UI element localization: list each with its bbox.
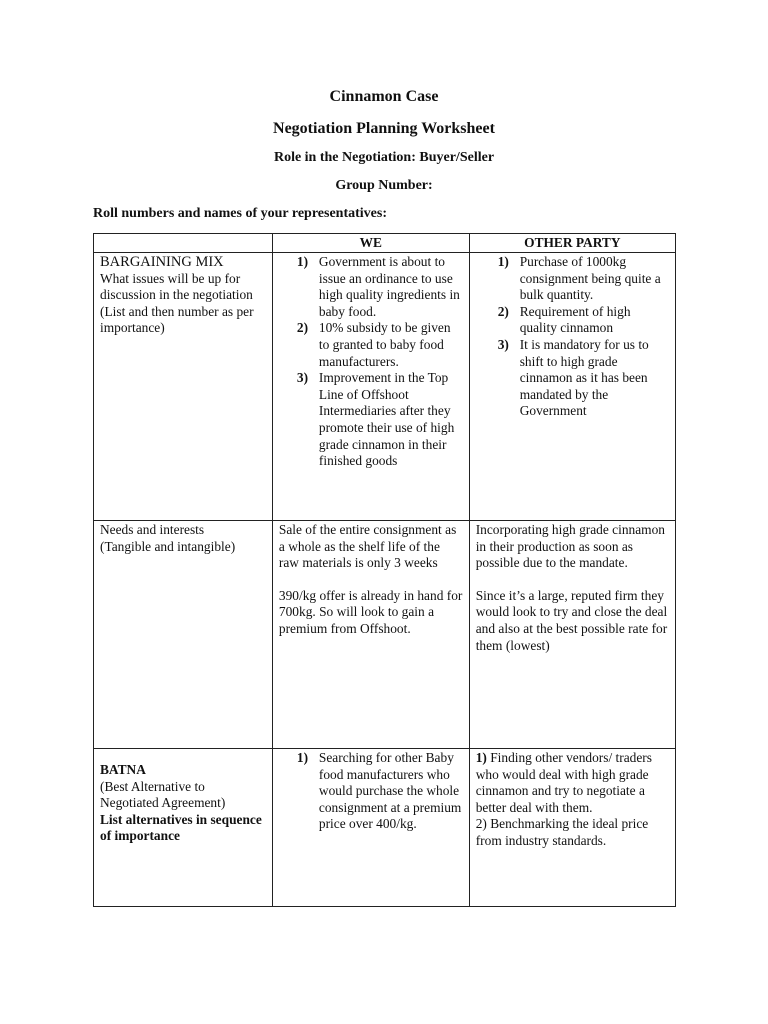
item-text: Requirement of high quality cinnamon: [519, 303, 631, 336]
item-text: Searching for other Baby food manufacturers who would purchase the whole consignment at a premium price over 400/kg.: [318, 750, 462, 832]
needs-interests-row: [94, 521, 676, 749]
roll-line: Roll numbers and names of your representatives:: [93, 206, 387, 221]
needs-subheading: (Tangible and intangible): [100, 538, 236, 554]
batna-we-cell: [272, 749, 469, 907]
item-number: 1): [296, 750, 309, 765]
list-item: [476, 337, 669, 420]
list-item: [476, 304, 669, 337]
bargaining-label-cell: [94, 253, 273, 521]
bargaining-other-cell: [469, 253, 675, 521]
worksheet-title: Negotiation Planning Worksheet: [273, 120, 495, 137]
item-text: Purchase of 1000kg consignment being quite a bulk quantity.: [519, 254, 661, 303]
role-line: Role in the Negotiation: Buyer/Seller: [273, 150, 495, 165]
item-text: Government is about to issue an ordinance to use high quality ingredients in baby food.: [318, 254, 460, 319]
batna-other-item-2: 2) Benchmarking the ideal price from industry standards.: [475, 816, 649, 848]
list-item: [476, 254, 669, 304]
batna-description: (Best Alternative to Negotiated Agreement): [100, 778, 226, 811]
item-text: Improvement in the Top Line of Offshoot Intermediaries after they promote their use of high grade cinnamon in their finished goods: [318, 370, 455, 469]
list-item: [279, 254, 463, 320]
item-text: Finding other vendors/ traders who would deal with high grade cinnamon and try to negotiate a better deal with them.: [475, 750, 652, 815]
header-cell-empty: [94, 234, 273, 253]
list-item: [279, 370, 463, 470]
bargaining-mix-description: What issues will be up for discussion in the negotiation: [100, 270, 253, 303]
item-text: It is mandatory for us to shift to high grade cinnamon as it has been mandated by the Government: [519, 336, 649, 419]
needs-we-cell: [272, 521, 469, 749]
item-number: 2): [296, 320, 309, 336]
item-number: 1): [296, 254, 309, 269]
needs-we-paragraph-2: 390/kg offer is already in hand for 700kg. So will look to gain a premium from Offshoot.: [278, 587, 463, 636]
header-other-party: OTHER PARTY: [469, 234, 675, 253]
bargaining-mix-row: [94, 253, 676, 521]
header-we: WE: [272, 234, 469, 253]
list-item: [279, 750, 463, 833]
bargaining-we-cell: [272, 253, 469, 521]
batna-label-cell: [94, 749, 273, 907]
bargaining-other-list: [476, 254, 669, 420]
needs-other-paragraph-1: Incorporating high grade cinnamon in their production as soon as possible due to the mandate.: [475, 522, 665, 571]
group-line: Group Number:: [335, 178, 433, 193]
item-number: 1): [475, 750, 487, 765]
batna-heading: BATNA: [100, 762, 146, 777]
needs-heading: Needs and interests: [100, 522, 205, 537]
item-number: 3): [296, 370, 309, 386]
batna-instruction: List alternatives in sequence of importance: [100, 811, 262, 844]
item-number: 3): [497, 336, 509, 352]
bargaining-mix-heading: BARGAINING MIX: [100, 254, 224, 270]
batna-we-list: [279, 750, 463, 833]
needs-other-cell: [469, 521, 675, 749]
needs-other-paragraph-2: Since it’s a large, reputed firm they would look to try and close the deal and also at the best possible rate for them (lowest): [475, 587, 668, 653]
batna-other-item-1: [476, 750, 669, 816]
needs-we-paragraph-1: Sale of the entire consignment as a whole as the shelf life of the raw materials is only 3 weeks: [278, 522, 457, 571]
item-text: 10% subsidy to be given to granted to baby food manufacturers.: [318, 320, 451, 369]
item-number: 1): [497, 254, 509, 269]
case-title: Cinnamon Case: [329, 88, 439, 105]
batna-row: [94, 749, 676, 907]
needs-label-cell: [94, 521, 273, 749]
table-header-row: [94, 234, 676, 253]
batna-other-cell: [469, 749, 675, 907]
list-item: [279, 320, 463, 370]
item-number: 2): [497, 303, 509, 319]
bargaining-we-list: [279, 254, 463, 470]
worksheet-table: [93, 233, 676, 907]
bargaining-mix-note: (List and then number as per importance): [100, 303, 254, 336]
